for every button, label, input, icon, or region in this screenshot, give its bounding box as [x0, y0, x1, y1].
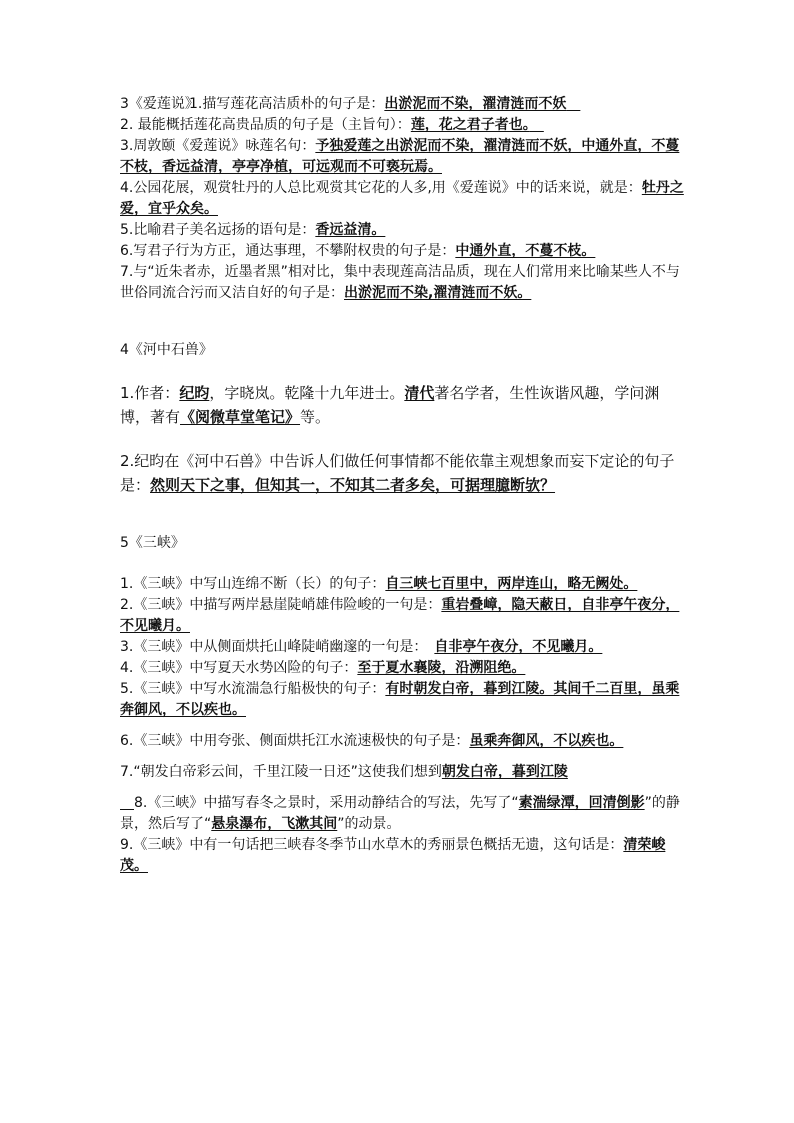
answer: 悬泉瀑布，飞漱其间 [211, 816, 338, 832]
answer: 牡丹之爱，宜乎众矣。 [120, 180, 684, 217]
list-item: 9.《三峡》中有一句话把三峡春冬季节山水草木的秀丽景色概括无遗，这句话是：清荣峻茂。 [120, 837, 666, 874]
answer: 香远益清。 [315, 222, 386, 238]
list-item: 2. 最能概括莲花高贵品质的句子是（主旨句）：莲，花之君子者也。 [120, 117, 530, 133]
answer: 《阅微草堂笔记》 [180, 408, 301, 426]
answer: 出淤泥而不染,濯清涟而不妖。 [344, 285, 532, 301]
list-item: 5.《三峡》中写水流湍急行船极快的句子：有时朝发白帝，暮到江陵。其间千二百里，虽乘奔御风，不以疾也。 [120, 681, 680, 718]
answer: 纪昀 [179, 384, 210, 402]
list-item: 6.写君子行为方正，通达事理，不攀附权贵的句子是：中通外直，不蔓不枝。 [120, 243, 596, 259]
answer: 清代 [404, 384, 435, 402]
answer: 予独爱莲之出淤泥而不染，濯清涟而不妖，中通外直，不蔓不枝，香远益清，亭亭净植，可远观而不可亵玩焉。 [120, 138, 680, 175]
list-item: 4.公园花展，观赏牡丹的人总比观赏其它花的人多,用《爱莲说》中的话来说，就是：牡丹之爱，宜乎众矣。 [120, 180, 684, 217]
list-item: 8.《三峡》中描写春冬之景时，采用动静结合的写法，先写了“素湍绿潭，回清倒影”的静景，然后写了“悬泉瀑布，飞漱其间”的动景。 [120, 795, 680, 832]
list-item: 4.《三峡》中写夏天水势凶险的句子：至于夏水襄陵，沿溯阻绝。 [120, 660, 526, 676]
answer: 素湍绿潭，回清倒影 [518, 795, 645, 811]
section-title-hezhongshishou: 4《河中石兽》 [120, 342, 213, 358]
list-item: 2.纪昀在《河中石兽》中告诉人们做任何事情都不能依靠主观想象而妄下定论的句子是：然则天下之事，但知其一，不知其二者多矣，可据理臆断欤？ [120, 452, 675, 494]
answer: 至于夏水襄陵，沿溯阻绝。 [357, 660, 526, 676]
answer: 有时朝发白帝，暮到江陵。其间千二百里，虽乘奔御风，不以疾也。 [120, 681, 680, 718]
answer: 自非亭午夜分，不见曦月。 [434, 639, 603, 655]
answer: 自三峡七百里中，两岸连山，略无阙处。 [385, 576, 638, 592]
answer: 朝发白帝，暮到江陵 [441, 764, 568, 780]
list-item: 1.作者：纪昀，字晓岚。乾隆十九年进士。清代著名学者，生性诙谐风趣，学问渊博，著有《阅微草堂笔记》等。 [120, 384, 660, 426]
list-item: 7.“朝发白帝彩云间，千里江陵一日还”这使我们想到朝发白帝，暮到江陵 [120, 764, 568, 780]
list-item: 1.《三峡》中写山连绵不断（长）的句子：自三峡七百里中，两岸连山，略无阙处。 [120, 576, 638, 592]
list-item: 3.周敦颐《爱莲说》咏莲名句：予独爱莲之出淤泥而不染，濯清涟而不妖，中通外直，不蔓不枝，香远益清，亭亭净植，可远观而不可亵玩焉。 [120, 138, 680, 175]
answer: 中通外直，不蔓不枝。 [455, 243, 596, 259]
list-item: 1.描写莲花高洁质朴的句子是：出淤泥而不染，濯清涟而不妖 [189, 96, 567, 112]
answer: 然则天下之事，但知其一，不知其二者多矣，可据理臆断欤？ [150, 476, 556, 494]
document-page [120, 94, 686, 877]
list-item: 3.《三峡》中从侧面烘托山峰陡峭幽邃的一句是： 自非亭午夜分，不见曦月。 [120, 639, 603, 655]
section-title-ailianshuo: 3《爱莲说》 [120, 96, 199, 112]
section-title-sanxia: 5《三峡》 [120, 535, 185, 551]
answer: 清荣峻茂。 [120, 837, 666, 874]
answer: 虽乘奔御风，不以疾也。 [469, 733, 624, 749]
list-item: 2.《三峡》中描写两岸悬崖陡峭雄伟险峻的一句是：重岩叠嶂，隐天蔽日，自非亭午夜分，不见曦月。 [120, 597, 680, 634]
list-item: 6.《三峡》中用夸张、侧面烘托江水流速极快的句子是：虽乘奔御风，不以疾也。 [120, 733, 624, 749]
answer: 莲，花之君子者也。 [410, 117, 530, 133]
answer: 重岩叠嶂，隐天蔽日，自非亭午夜分，不见曦月。 [120, 597, 680, 634]
list-item: 7.与“近朱者赤，近墨者黑”相对比，集中表现莲高洁品质，现在人们常用来比喻某些人不与世俗同流合污而又洁自好的句子是：出淤泥而不染,濯清涟而不妖。 [120, 264, 680, 301]
list-item: 5.比喻君子美名远扬的语句是：香远益清。 [120, 222, 386, 238]
answer: 出淤泥而不染，濯清涟而不妖 [384, 96, 567, 112]
